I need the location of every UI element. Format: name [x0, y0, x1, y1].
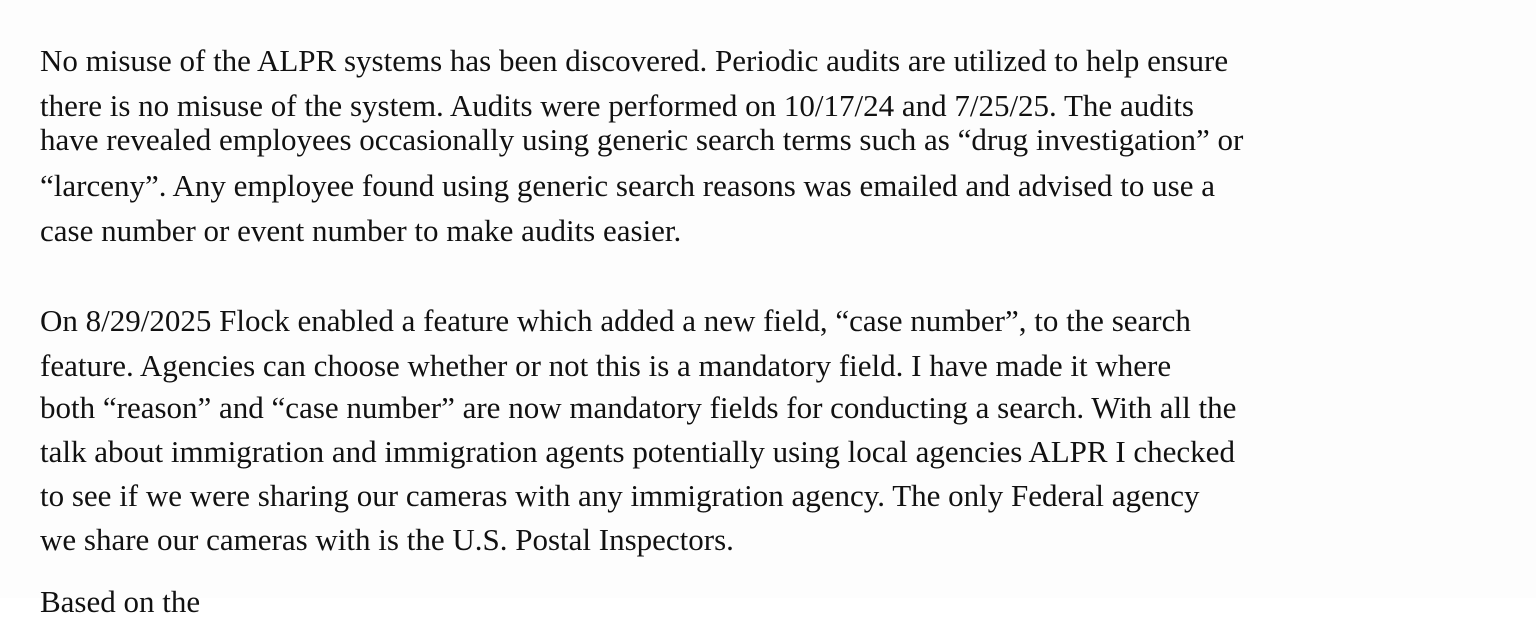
text-line: No misuse of the ALPR systems has been discovered. Periodic audits are utilized to help ensure: [40, 43, 1229, 78]
text-line: have revealed employees occasionally using generic search terms such as “drug investigation” or: [40, 122, 1244, 157]
text-line: we share our cameras with is the U.S. Postal Inspectors.: [40, 522, 734, 557]
text-line: there is no misuse of the system. Audits were performed on 10/17/24 and 7/25/25. The audits: [40, 88, 1194, 123]
text-line: feature. Agencies can choose whether or not this is a mandatory field. I have made it where: [40, 348, 1172, 383]
text-line: both “reason” and “case number” are now mandatory fields for conducting a search. With all the: [40, 390, 1237, 425]
text-line: case number or event number to make audits easier.: [40, 213, 682, 248]
text-line: “larceny”. Any employee found using generic search reasons was emailed and advised to use a: [40, 168, 1215, 203]
text-line: to see if we were sharing our cameras with any immigration agency. The only Federal agency: [40, 478, 1200, 513]
text-line: On 8/29/2025 Flock enabled a feature which added a new field, “case number”, to the search: [40, 303, 1191, 338]
text-line: talk about immigration and immigration agents potentially using local agencies ALPR I checked: [40, 434, 1235, 469]
truncated-text-line: Based on the: [40, 584, 201, 619]
